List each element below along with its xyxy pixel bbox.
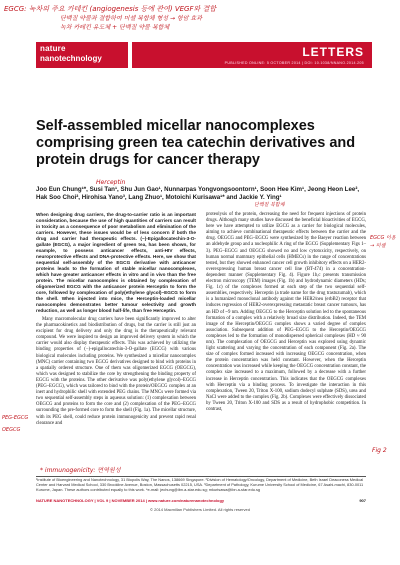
annotation-herceptin: Herceptin [96, 179, 126, 186]
annotation-peg-egcg: PEG-EGCG [2, 415, 29, 421]
annotation-complex: 단백질 복합체 [254, 202, 285, 208]
annotation-line2: 단백질 약물과 결합하여 미셀 복합체 형성 → 항암 효과 [60, 15, 203, 22]
affiliations-footnote: ¹Institute of Bioengineering and Nanotechnology, 31 Biopolis Way, The Nanos, 138669 Singapore. ²Division of Hematology/Oncology, Department of Medicine, Beth Israel Deaconess Medical Center and Harvard Medical School, 330 Brookline Avenue, Boston, Massachusetts 02215, USA. ³Department of Pathology, Kurume University School of Medicine, 67 Asahi-machi, 830-0011 Kurume, Japan. These authors contributed equally to this work. *e-mail: jechung@ibn.a-star.edu.sg; mkurisawa@ibn.a-star.edu.sg [36, 477, 364, 492]
author-list: Joo Eun Chung¹*, Susi Tan¹, Shu Jun Gao¹, Nunnarpas Yongvongsoontorn¹, Soon Hee Kim¹, Jeong Heon Lee², Hak Soo Choi², Hirohisa Yano³, Lang Zhuo¹, Motoichi Kurisawa¹* and Jackie Y. Ying¹ [36, 186, 360, 201]
right-body-text: proteolysis of the protein, decreasing the need for frequent injections of protein drugs. Although many studies have discussed the beneficial bioactivities of EGCG, here we have attempted to utilize EGCG as a carrier for biological molecules, aiming to achieve combinational therapeutic effects between the carrier and the drug. OEGCG and PEG–EGCG were synthesized by the Baeyer reaction between an aldehyde group and a nucleophilic A ring of the EGCG (Supplementary Figs 1–3). PEG–EGCG and OEGCG showed no and low cytotoxicity, respectively, on human normal mammary epithelial cells (HMECs) in the range of concentrations tested, but they showed enhanced cancer cell growth inhibitory effects on a HER2-overexpressing human breast cancer cell line (BT-474) in a concentration-dependent manner (Supplementary Fig. 4). Figure 1b,c presents transmission electron microscopy (TEM) images (Fig. 1b) and hydrodynamic diameters (HDs; Fig. 1c) of the complexes formed at each step of the two sequential self-assemblies, respectively. Herceptin (a trade name for the drug trastuzumab), which is a humanized monoclonal antibody against the HER2/neu (erbB2) receptor that induces regression of HER2-overexpressing metastatic breast cancer tumours, has an HD of ~9 nm. Adding OEGCG to the Herceptin solution led to the spontaneous formation of a complex with a relatively broad size distribution. Indeed, the TEM image of the Herceptin/OEGCG complex shows a varied degree of complex association. Subsequent addition of PEG–EGCG to the Herceptin/OEGCG complexes led to the formation of monodispersed spherical complexes (HD ≈ 90 nm). The complexation of OEGCG and Herceptin was explored using dynamic light scattering and varying the concentration of each component (Fig. 2a). The size of complex formed increased with increasing OEGCG concentration, when the protein concentration was held constant. However, when the Herceptin concentration was increased while keeping the OEGCG concentration constant, the complex size increased to a maximum, followed by a decrease with a further increase in Herceptin concentration. This indicates that the OEGCG complexes with Herceptin via a binding process. To investigate the interaction in this complexation, Tween 20, Triton X-100, sodium dodecyl sulphate (SDS), urea and NaCl were added to the complex (Fig. 2b). Complexes were effectively dissociated by Tween 20, Triton X-100 and SDS as a result of hydrophobic competition. In contrast, [206, 212, 366, 412]
annotation-line3: 녹차 카테킨 유도체 + 단백질 약물 복합체 [60, 24, 170, 31]
left-column [36, 212, 196, 427]
annotation-egcg: EGCG: 녹차의 주요 카테킨 (angiogenesis 등에 관여) VEGF와 결합 [4, 5, 217, 13]
copyright: © 2014 Macmillan Publishers Limited. All rights reserved [150, 507, 250, 512]
journal-footer: NATURE NANOTECHNOLOGY | VOL 9 | NOVEMBER 2014 | www.nature.com/naturenanotechnology [36, 498, 225, 503]
annotation-immunogenicity: * immunogenicity: 면역원성 [40, 467, 121, 474]
journal-logo [36, 42, 128, 68]
section-label: LETTERS [302, 45, 364, 59]
logo-line1: nature [40, 44, 66, 53]
annotation-egcg-use: EGCG 이용 [370, 235, 396, 241]
annotation-micelle: → 미셀 [370, 243, 386, 249]
abstract: When designing drug carriers, the drug-to-carrier ratio is an important consideration, because the use of high quantities of carriers can result in toxicity as a consequence of poor metabolism and elimination of the carriers. However, these issues would be of less concern if both the drug and carrier had therapeutic effects. (−)-Epigallocatechin-3-O-gallate (EGCG), a major ingredient of green tea, has been shown, for example, to possess anticancer effects, anti-HIV effects, neuroprotective effects and DNA-protective effects. Here, we show that sequential self-assembly of the EGCG derivative with anticancer proteins leads to the formation of stable micellar nanocomplexes, which have greater anticancer effects in vitro and in vivo than the free protein. The micellar nanocomplex is obtained by complexation of oligomerized EGCG with the anticancer protein Herceptin to form the core, followed by complexation of poly(ethylene glycol)–EGCG to form the shell. When injected into mice, the Herceptin-loaded micellar nanocomplex demonstrates better tumour selectivity and growth reduction, as well as longer blood half-life, than free Herceptin. [36, 212, 196, 313]
page-number: 907 [359, 498, 366, 503]
left-body-text: Many macromolecular drug carriers have been significantly improved to alter the pharmacokinetics and biodistribution of drugs, but the carrier is still just an excipient for drug delivery and only the drug is the therapeutically relevant compound. We were inspired to design an improved delivery system in which the carrier would also display therapeutic effects. This was achieved by utilizing the binding properties of (−)-epigallocatechin-3-O-gallate (EGCG) with various biological molecules including proteins. We synthesized a micellar nanocomplex (MNC) carrier containing two EGCG derivatives designed to bind with proteins in a spatially ordered structure. One of them was oligomerized EGCG (OEGCG), which was designed to stabilize the core by strengthening the binding property of EGCG with the proteins. The other derivative was poly(ethylene glycol)–EGCG (PEG–EGCG), which was tailored to bind with the protein/OEGCG complex at an inert and hydrophilic shell with extended PEG chains. The MNCs were formed via two sequential self-assembly steps in aqueous solution: (1) complexation between OEGCG and proteins to form the core and (2) complexation of the PEG–EGCG surrounding the pre-formed core to form the shell (Fig. 1a). The micellar structure, with its PEG shell, could reduce protein immunogenicity and prevent rapid renal clearance and [36, 317, 196, 426]
logo-line2: nanotechnology [40, 54, 102, 63]
section-bar [132, 42, 372, 68]
publication-info: PUBLISHED ONLINE: 5 OCTOBER 2014 | DOI: 10.1038/NNANO.2014.205 [224, 61, 364, 65]
annotation-fig2: Fig 2 [372, 447, 387, 454]
annotation-oegcg: OEGCG [2, 427, 21, 433]
page-footer [36, 498, 366, 503]
right-column [206, 212, 366, 413]
paper-title: Self-assembled micellar nanocomplexes comprising green tea catechin derivatives and protein drugs for cancer therapy [36, 118, 356, 168]
